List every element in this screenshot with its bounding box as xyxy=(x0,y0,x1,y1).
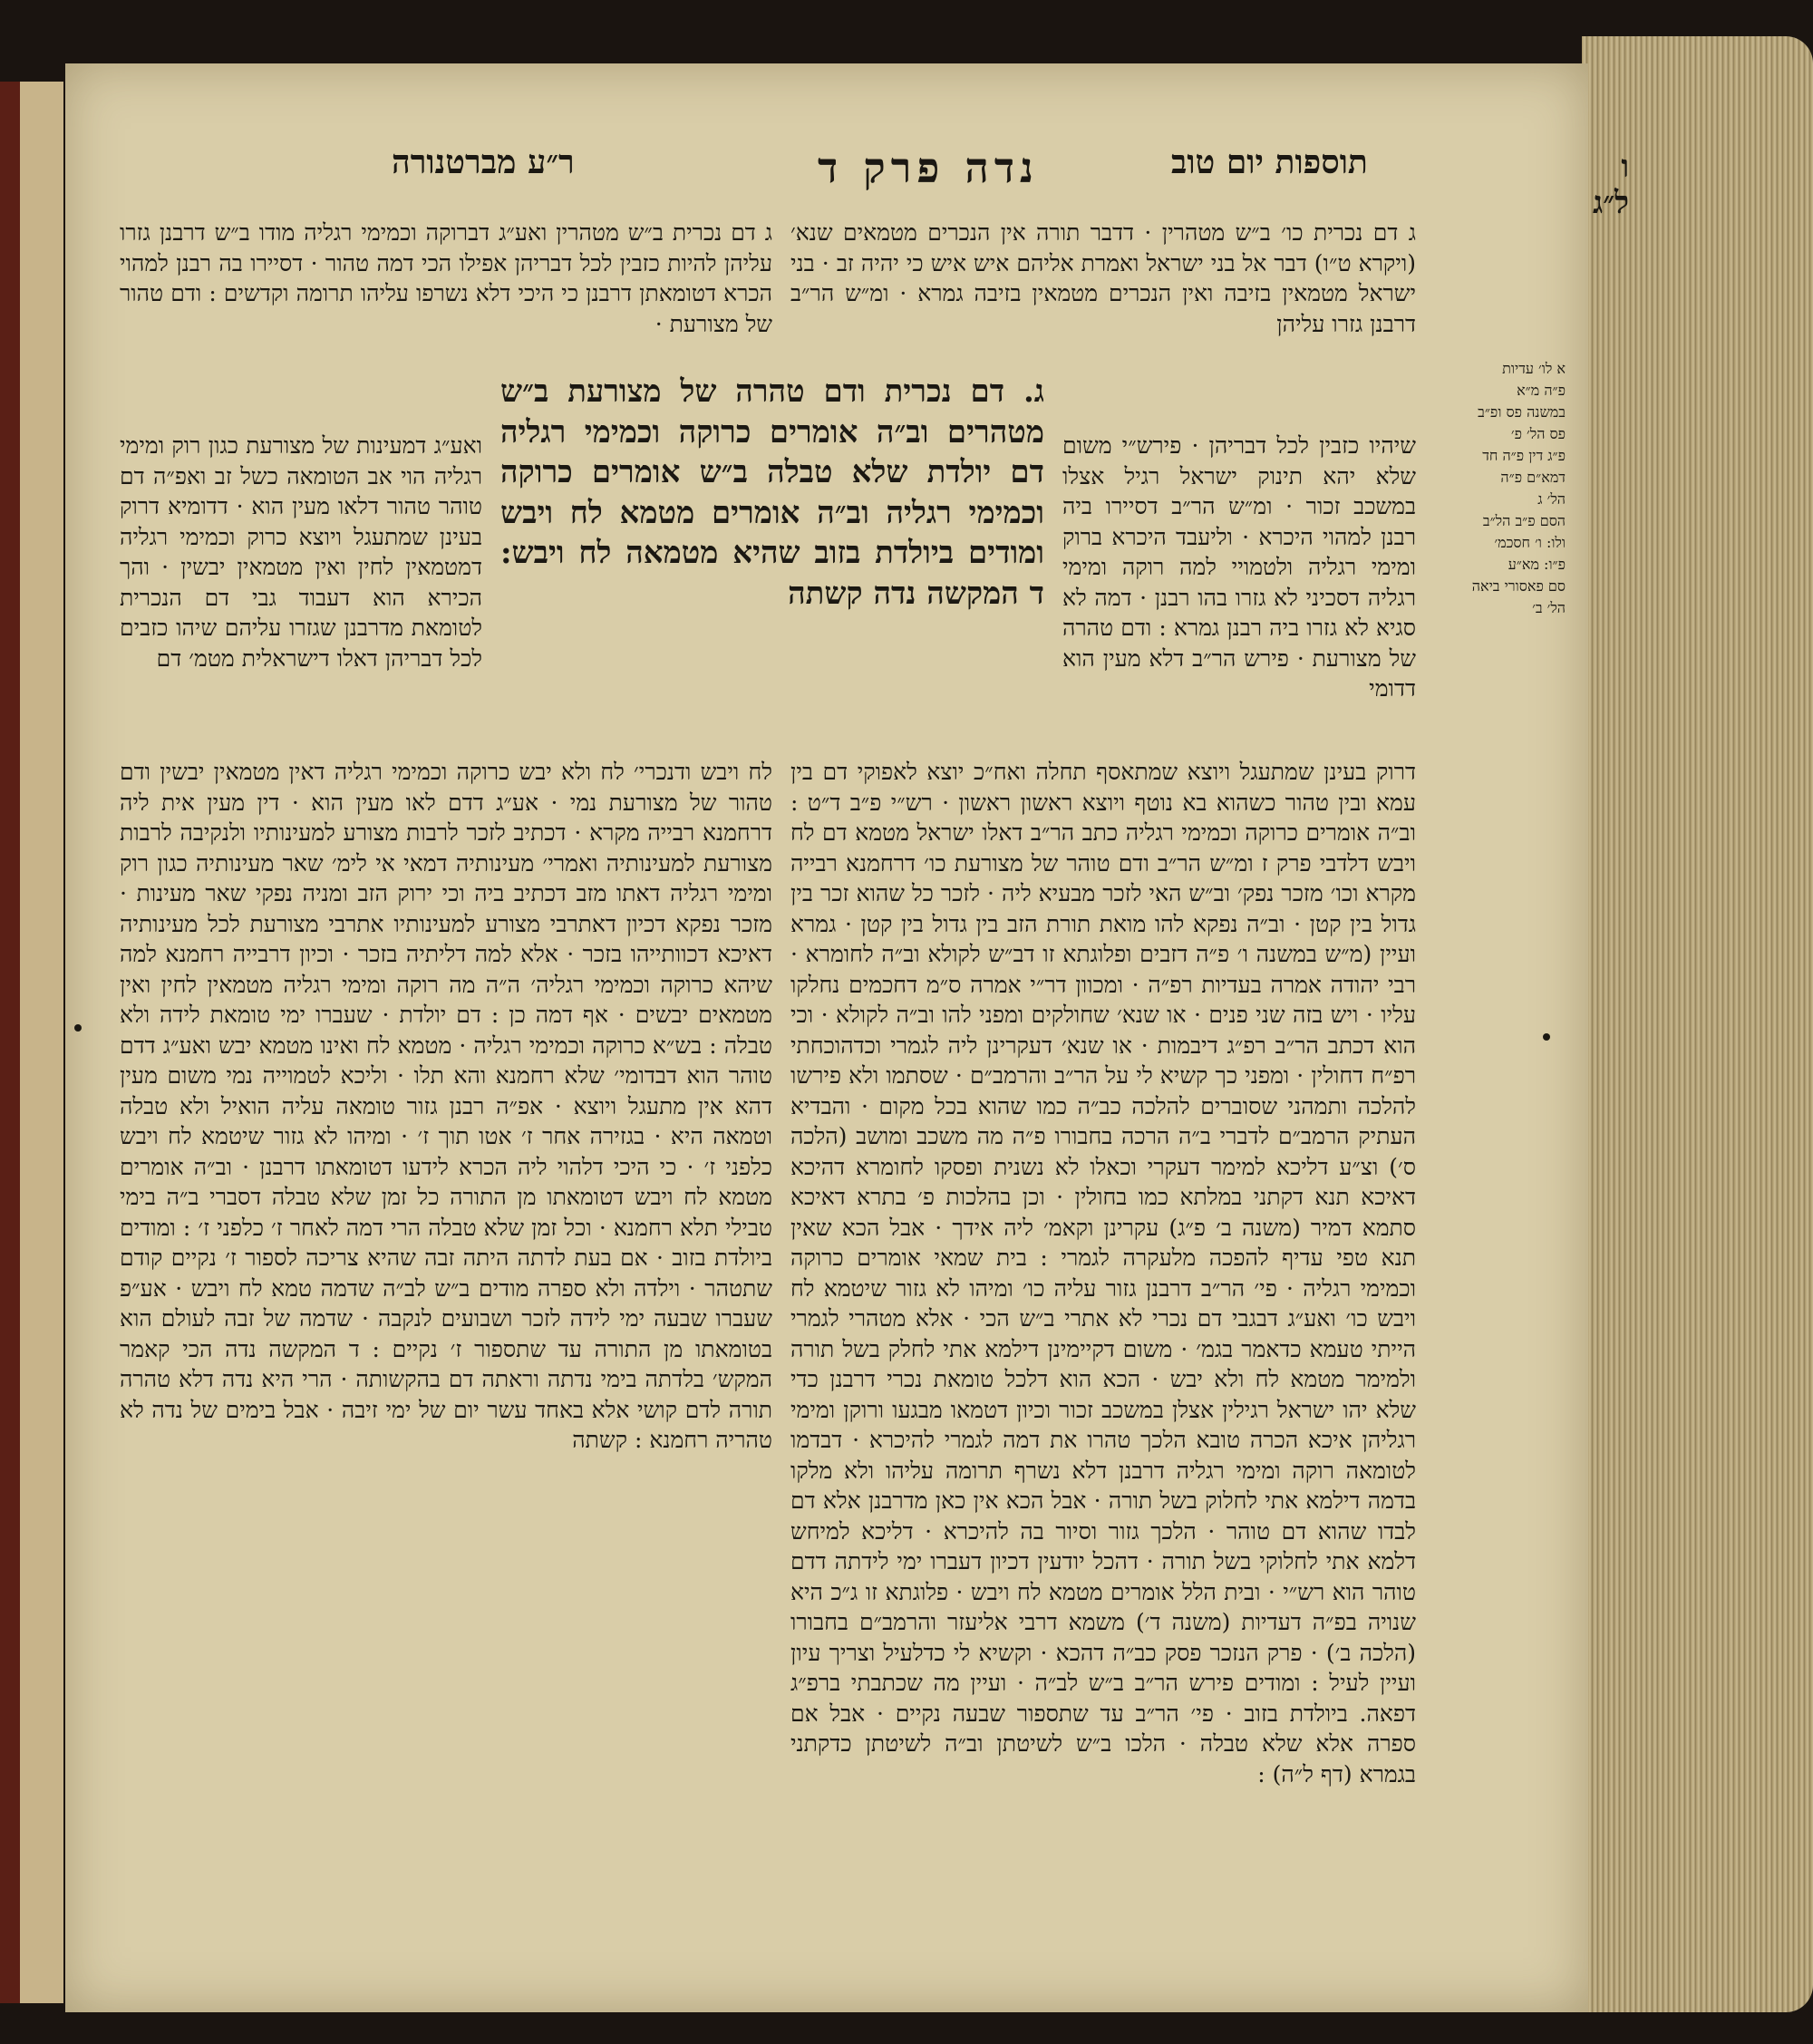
book-cover-edge xyxy=(0,82,20,2003)
bartenura-commentary-top: ג דם נכרית ב״ש מטהרין ואע״ג דברוקה וכמימי רגליה מודו ב״ש דרבנן גזרו עליהן להיות כזבין לכל דבריהן אפילו הכי דמה טהור · דסיירו בה רבנן למהוי הכרא דטומאתן דרבנן כי היכי דלא נשרפו עליהו תרומה וקדשים : ודם טהור של מצורעת · xyxy=(120,219,772,337)
margin-note: פ״ג דין פ״ה חד xyxy=(1482,447,1566,464)
marginal-references xyxy=(1420,358,1566,619)
tosafot-heading: תוספות יום טוב xyxy=(1171,143,1368,181)
margin-note: סם פאסורי ביאה xyxy=(1471,577,1566,595)
margin-note: ולו: ו׳ חסכמ׳ xyxy=(1494,534,1566,551)
margin-note: הל׳ ג xyxy=(1537,490,1566,508)
running-header xyxy=(192,143,1630,221)
margin-note: במשנה פס ופ״ב xyxy=(1478,403,1566,421)
margin-note: הסם פ״ב הל״ב xyxy=(1482,512,1566,529)
margin-note: פס הל׳ פ׳ xyxy=(1510,425,1566,442)
margin-note: הל׳ ב׳ xyxy=(1532,599,1566,616)
margin-note: א לו׳ עדיות xyxy=(1502,360,1566,377)
book-page xyxy=(65,63,1630,2012)
tosafot-commentary-top: ג דם נכרית כו׳ ב״ש מטהרין · דדבר תורה אין הנכרים מטמאים שנא׳ (ויקרא ט״ו) דבר אל בני ישראל ואמרת אליהם איש איש כי יהיה זב · בני ישראל מטמאין בזיבה ואין הנכרים מטמאין בזיבה גמרא · ומ״ש הר״ב דרבנן גזרו עליהן xyxy=(790,219,1416,337)
bartenura-commentary-bottom: לח ויבש ודנכרי׳ לח ולא יבש כרוקה וכמימי רגליה דאין מטמאין יבשין ודם טהור של מצורעת נמי · אע״ג דדם לאו מעין הוא · דין מעין אית ליה דרחמנא רבייה מקרא · דכתיב לזכר לרבות מצורע למעינותיו ולנקיבה לרבות מצורעת למעינותיה ואמרי׳ מעינותיה דמאי אי לימ׳ שאר מעינותיה כגון רוק ומימי רגליה דאתו מזב דכתיב ביה וכי ירוק הזב ומניה נפקי שאר מעינות · מזכר נפקא דכיון דאתרבי מצורע למעינותיו אתרבי מצורעת לכל מעינותיה דאיכא דכוותייהו בזכר · אלא למה דליתיה בזכר · וכיון דרבייה רחמנא למה שיהא כרוקה וכמימי רגליה׳ ה״ה מה רוקה ומימי רגליה מטמאין לחין ואין מטמאים יבשים · אף דמה כן : דם יולדת · שעברו ימי טומאת לידה ולא טבלה : בש״א כרוקה וכמימי רגליה · מטמא לח ואינו מטמא יבש ואע״ג דדם טוהר הוא דבדומי׳ שלא רחמנא והא תלו · וליכא לטמוייה נמי משום מעין דהא אין מתעגל ויוצא · אפ״ה רבנן גזור טומאה עליה הואיל ולא טבלה וטמאה היא · בגזירה אחר ז׳ אטו תוך ז׳ · ומיהו לא גזור שיטמא לח ויבש כלפני ז׳ · כי היכי דלהוי ליה הכרא לידעו דטומאתו דרבנן · וב״ה אומרים מטמא לח ויבש דטומאתו מן התורה כל זמן שלא טבלה דסברי ב״ה בימי טבילי תלא רחמנא · וכל זמן שלא טבלה הרי דמה לאחר ז׳ כלפני ז׳ : ומודים ביולדת בזוב · אם בעת לדתה היתה זבה שהיא צריכה לספור ז׳ נקיים קודם שתטהר · וילדה ולא ספרה מודים ב״ש לב״ה שדמה טמא לח ויבש · אע״פ שעברו שבעה ימי לידה לזכר ושבועים לנקבה · שדמה של זבה לעולם הוא בטומאתו מן התורה עד שתספור ז׳ נקיים : ד המקשה נדה הכי קאמר המקש׳ בלדתה בימי נדתה וראתה דם בהקשותה · הרי היא נדה דלא טהרה תורה לדם קושי אלא באחד עשר יום של ימי זיבה · אבל בימים של נדה לא טהריה רחמנא : קשתה xyxy=(120,759,772,1453)
mishna-text: ג. דם נכרית ודם טהרה של מצורעת ב״ש מטהרים וב״ה אומרים כרוקה וכמימי רגליה דם יולדת שלא טבלה ב״ש אומרים כרוקה וכמימי רגליה וב״ה אומרים מטמא לח ויבש ומודים ביולדת בזוב שהיא מטמאה לח ויבש: ד המקשה נדה קשתה xyxy=(500,373,1044,612)
tractate-chapter-heading: נדה פרק ד xyxy=(818,143,1039,192)
folio-number: ו ל״ג xyxy=(1593,149,1630,221)
margin-note: פ״ה מ״א xyxy=(1517,382,1566,399)
bartenura-commentary-left: ואע״ג דמעינות של מצורעת כגון רוק ומימי רגליה הוי אב הטומאה כשל זב ואפ״ה דם טוהר טהור דלאו מעין הוא · דדומיא דרוק בעינן שמתעגל ויוצא כרוק וכמימי רגליה דמטמאין לחין ואין מטמאין יבשין · והך הכירא הוא דעבוד גבי דם הנכרית לטומאת מדרבנן שגזרו עליהם שיהו כזבים לכל דבריהן דאלו דישראלית מטמ׳ דם xyxy=(120,432,482,672)
tosafot-commentary-right: שיהיו כזבין לכל דבריהן · פירש״י משום שלא יהא תינוק ישראל רגיל אצלו במשכב זכור · ומ״ש הר״ב דסיירו ביה רבנן למהוי היכרא · וליעבד היכרא ברוק ומימי רגליה ולטמויי למה רוקה ומימי רגליה דסכיני לא גזרו בהו רבנן · דמה לא סגיא לא גזרו ביה רבנן גמרא : ודם טהרה של מצורעת · פירש הר״ב דלא מעין הוא דדומי xyxy=(1062,432,1416,702)
book-fore-edge xyxy=(1582,36,1813,2012)
bartenura-heading: ר״ע מברטנורה xyxy=(392,143,575,181)
tosafot-commentary-bottom: דרוק בעינן שמתעגל ויוצא שמתאסף תחלה ואח״כ יוצא לאפוקי דם בין עמא ובין טהור כשהוא בא נוטף ויוצא ראשון ראשון · רש״י פ״ב ד״ט : וב״ה אומרים כרוקה וכמימי רגליה כתב הר״ב דאלו ישראל מטמא דם לח ויבש דלדבי פרק ז ומ״ש הר״ב ודם טוהר של מצורעת כו׳ דרחמנא רבייה מקרא וכו׳ מזכר נפק׳ וב״ש האי לזכר מבעיא ליה · לזכר כל שהוא זכר בין גדול בין קטן · וב״ה נפקא להו מואת תורת הזב בין גדול בין קטן · גמרא ועיין (מ״ש במשנה ו׳ פ״ה דזבים ופלוגתא זו דב״ש לקולא וב״ה לחומרא · רבי יהודה אמרה בעדיות רפ״ה · ומכוון דר״י אמרה ס״מ דחכמים נחלקו עליו · ויש בזה שני פנים · או שנא׳ שחולקים ומפני להו וב״ה לקולא · וכי הוא דכתב הר״ב רפ״ג דיבמות · או שנא׳ דעקרינן ליה לגמרי וכדהוכחתי רפ״ח דחולין · ומפני כך קשיא לי על הר״ב והרמב״ם · שסתמו ולא פירשו להלכה ותמהני שסוברים להלכה כב״ה כמו שהוא בכל מקום · והבדיא העתיק הרמב״ם לדברי ב״ה הרכה בחבורו פ״ה מה משכב ומושב (הלכה ס׳) וצ״ע דליכא למימר דעקרי וכאלו לא נשנית ופסקו לחומרא דהיכא דאיכא תנא דקתני במלתא כמו בחולין · וכן בהלכות פ׳ בתרא דאיכא סתמא דמיר (משנה ב׳ פ״ג) עקרינן וקאמ׳ ליה אידך · אבל הכא שאין תנא טפי עדיף להפכה מלעקרה לגמרי : בית שמאי אומרים כרוקה וכמימי רגליה · פי׳ הר״ב דרבנן גזור עליה כו׳ ומיהו לא גזור שיטמא לח ויבש כו׳ ואע״ג דבגבי דם נכרי לא אתרי ב״ש הכי · אלא מטהרי לגמרי הייתי טעמא כדאמר בגמ׳ · משום דקיימינן דילמא אתי לחלק בשל תורה ולמימר מטמא לח ולא יבש · הכא הוא דלכל טומאת נכרי דרבנן כדי שלא יהו ישראל רגילין אצלן במשכב זכור וכיון דטמאו מבגעו ורוקן ומימי רגליהן איכא הכרה טובא הלכך טהרו את דמה לגמרי להיכרא · דבדמו לטומאה רוקה ומימי רגליה דרבנן דלא נשרף תרומה עליהו ולא מלקו בדמה דילמא אתי לחלוק בשל תורה · אבל הכא אין כאן מדרבנן אלא דם לבדו שהוא דם טוהר · הלכך גזור וסיור בה להיכרא · דליכא למיחש דלמא אתי לחלוקי בשל תורה · דהכל יודעין דכיון דעברו ימי לידתה דדם טוהר הוא רש״י · ובית הלל אומרים מטמא לח ויבש · פלוגתא זו ג״כ היא שנויה בפ״ה דעדיות (משנה ד׳) משמא דרבי אליעזר והרמב״ם בחבורו (הלכה ב׳) · פרק הנזכר פסק כב״ה דהכא · וקשיא לי כדלעיל וצריך עיון ועיין לעיל : ומודים פירש הר״ב ב״ש לב״ה · ועיין מה שכתבתי ברפ״ג דפאה. ביולדת בזוב · פי׳ הר״ב עד שתספור שבעה נקיים · אבל אם ספרה אלא שלא טבלה · הלכו ב״ש לשיטתן וב״ה לשיטתן כדקתני בגמרא (דף ל״ה) : xyxy=(790,759,1416,1787)
margin-note: דמא״ם פ״ה xyxy=(1500,469,1566,486)
ink-dot xyxy=(1543,1033,1550,1041)
ink-dot xyxy=(74,1024,82,1032)
margin-note: פ״ו: מא״ע xyxy=(1508,556,1566,573)
